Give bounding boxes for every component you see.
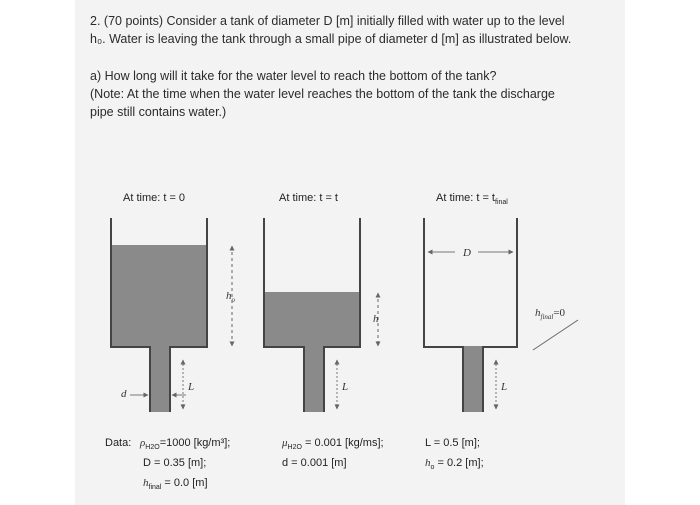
d-data: d = 0.001 [m] [282,457,347,469]
hfinal-label: $h_{final}=0$ [535,307,566,321]
h0-label: $h_o$ [226,290,235,304]
part-a-note-line1: (Note: At the time when the water level reaches the bottom of the tank the discharge [90,87,555,101]
data-heading: Data: [105,437,132,449]
pipe-water [150,346,170,412]
L-data: L = 0.5 [m]; [425,437,480,449]
data-block [105,437,484,491]
hfinal-data: $h_{final} = 0.0$ [m] [143,477,208,491]
panel-t0 [111,192,236,412]
L-label: L [501,381,508,393]
part-a-note-line2: pipe still contains water.) [90,105,227,119]
panel-t0-title: At time: t = 0 [123,192,186,204]
panel-t [264,192,379,412]
D-label: D [463,247,471,259]
water-fill-partial [264,292,360,347]
mu-data: $\mu_{H2O} = 0.001$ [kg/ms]; [282,437,384,451]
d-label: d [121,388,127,400]
D-data: D = 0.35 [m]; [143,457,207,469]
panel-t-title: At time: t = t [279,192,338,204]
rho-data: $\rho_{H2O}=1000$ [kg/m³]; [140,437,231,451]
pipe-water [463,346,483,412]
pipe-water [304,346,324,412]
water-fill-full [111,245,207,347]
h-label: h [373,313,379,325]
panel-tfinal [424,192,578,412]
part-a-question: a) How long will it take for the water level to reach the bottom of the tank? [90,69,497,83]
L-label: L [188,381,195,393]
problem-intro-line1: Consider a tank of diameter D [m] initially filled with water up to the level [166,14,565,28]
L-label: L [342,381,349,393]
h0-data: $h_o = 0.2$ [m]; [425,457,484,471]
problem-number: 2. [90,14,101,28]
problem-points: (70 points) [103,14,163,28]
problem-statement-line2: h₀. Water is leaving the tank through a small pipe of diameter d [m] as illustrated below. [90,32,572,46]
hfinal-pointer-line [533,320,578,350]
panel-tfinal-title: At time: $t = t_{final}$ [436,192,508,206]
